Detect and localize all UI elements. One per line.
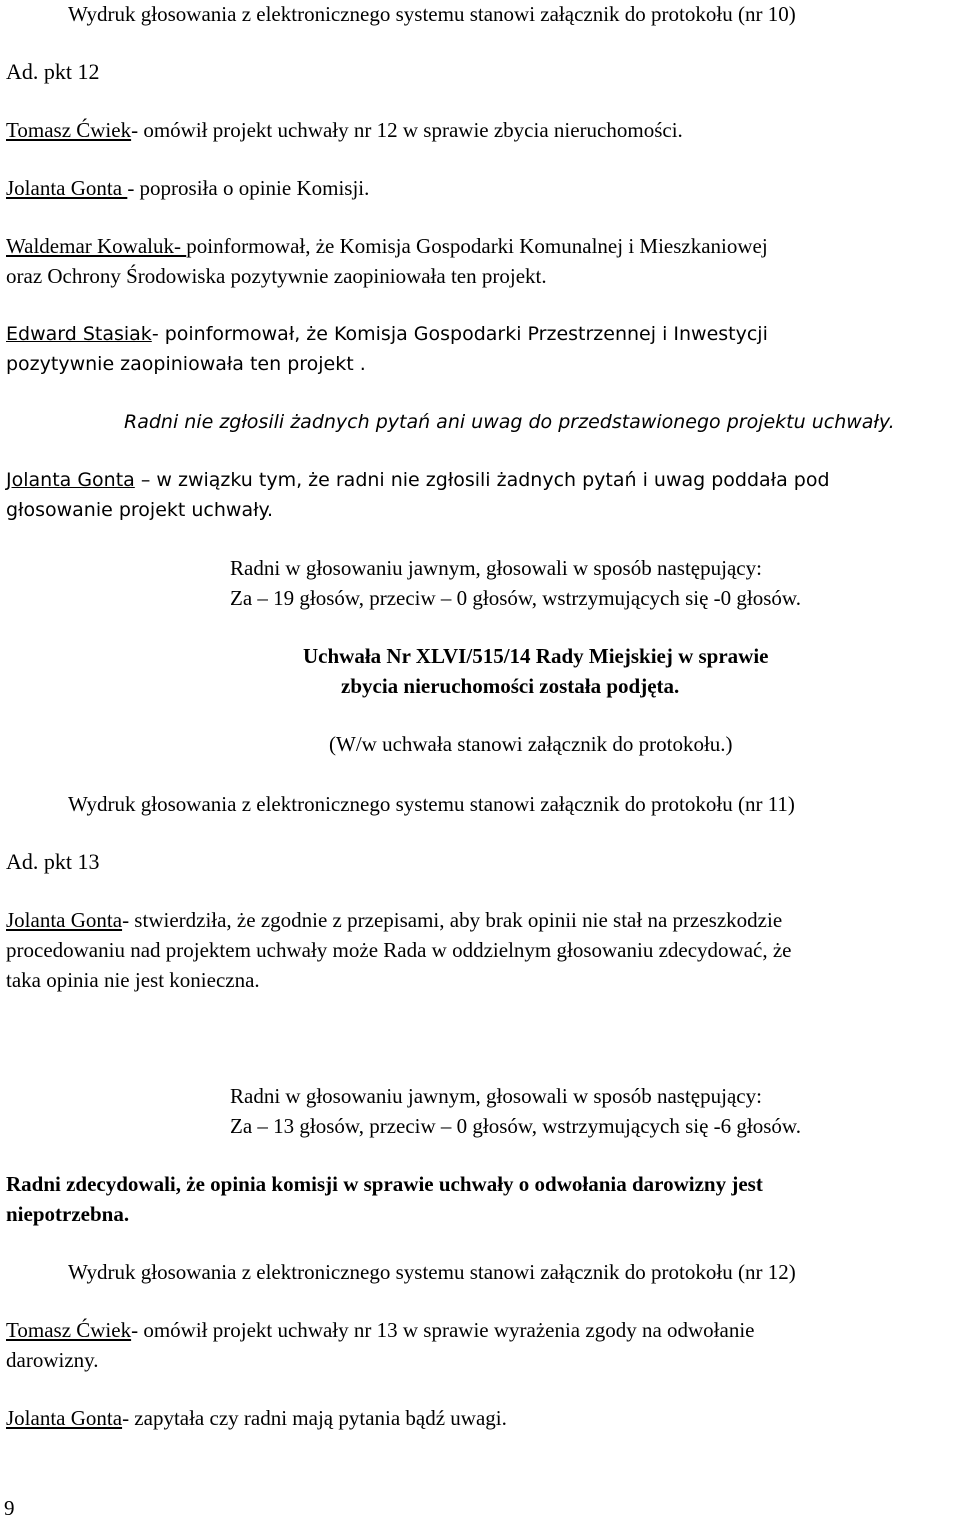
paragraph-gonta-4 xyxy=(6,1406,507,1430)
paragraph-stasiak-line2: pozytywnie zaopiniowała ten projekt . xyxy=(6,353,366,375)
speaker-text: - omówił projekt uchwały nr 13 w sprawie wyrażenia zgody na odwołanie xyxy=(131,1318,755,1342)
vote-intro-12: Radni w głosowaniu jawnym, głosowali w sposób następujący: xyxy=(230,556,762,580)
paragraph-gonta-2-line2: głosowanie projekt uchwały. xyxy=(6,499,274,521)
speaker-text: - zapytała czy radni mają pytania bądź uwagi. xyxy=(122,1406,507,1430)
paragraph-gonta-1 xyxy=(6,176,369,200)
paragraph-cwiek-13-line2: darowizny. xyxy=(6,1348,99,1372)
paragraph-gonta-3-line1 xyxy=(6,908,782,932)
speaker-text: - stwierdziła, że zgodnie z przepisami, aby brak opinii nie stał na przeszkodzie xyxy=(122,908,783,932)
paragraph-kowaluk-line1 xyxy=(6,234,768,258)
speaker-name: Jolanta Gonta xyxy=(6,176,128,200)
vote-intro-13: Radni w głosowaniu jawnym, głosowali w sposób następujący: xyxy=(230,1084,762,1108)
decision-line2: niepotrzebna. xyxy=(6,1202,130,1226)
speaker-text: - omówił projekt uchwały nr 12 w sprawie zbycia nieruchomości. xyxy=(131,118,683,142)
attachment-note: (W/w uchwała stanowi załącznik do protokołu.) xyxy=(329,732,733,756)
speaker-text: - poinformował, że Komisja Gospodarki Przestrzennej i Inwestycji xyxy=(151,323,768,345)
paragraph-gonta-3-line2: procedowaniu nad projektem uchwały może Rada w oddzielnym głosowaniu zdecydować, że xyxy=(6,938,792,962)
page-number: 9 xyxy=(4,1496,15,1520)
speaker-name: Tomasz Ćwiek xyxy=(6,118,132,142)
speaker-text: poinformował, że Komisja Gospodarki Komunalnej i Mieszkaniowej xyxy=(186,234,768,258)
paragraph-cwiek-13-line1 xyxy=(6,1318,755,1342)
speaker-text: – w związku tym, że radni nie zgłosili żadnych pytań i uwag poddała pod xyxy=(134,469,830,491)
paragraph-cwiek-12 xyxy=(6,118,683,142)
vote-result-12: Za – 19 głosów, przeciw – 0 głosów, wstrzymujących się -0 głosów. xyxy=(230,586,801,610)
speaker-text: - poprosiła o opinie Komisji. xyxy=(127,176,370,200)
paragraph-stasiak-line1 xyxy=(6,322,768,346)
agenda-heading-12: Ad. pkt 12 xyxy=(6,59,100,84)
decision-line1: Radni zdecydowali, że opinia komisji w sprawie uchwały o odwołania darowizny jest xyxy=(6,1172,763,1196)
speaker-name: Tomasz Ćwiek xyxy=(6,1318,132,1342)
speaker-name: Waldemar Kowaluk- xyxy=(6,234,187,258)
voting-printout-note-12: Wydruk głosowania z elektronicznego systemu stanowi załącznik do protokołu (nr 12) xyxy=(68,1260,796,1284)
paragraph-gonta-2-line1 xyxy=(6,468,830,492)
resolution-line1: Uchwała Nr XLVI/515/14 Rady Miejskiej w sprawie xyxy=(303,644,769,668)
paragraph-kowaluk-line2: oraz Ochrony Środowiska pozytywnie zaopiniowała ten projekt. xyxy=(6,264,547,288)
paragraph-gonta-3-line3: taka opinia nie jest konieczna. xyxy=(6,968,260,992)
speaker-name: Jolanta Gonta xyxy=(6,908,123,932)
vote-result-13: Za – 13 głosów, przeciw – 0 głosów, wstrzymujących się -6 głosów. xyxy=(230,1114,801,1138)
resolution-line2: zbycia nieruchomości została podjęta. xyxy=(341,674,680,698)
speaker-name: Jolanta Gonta xyxy=(6,1406,123,1430)
voting-printout-note-10: Wydruk głosowania z elektronicznego systemu stanowi załącznik do protokołu (nr 10) xyxy=(68,2,796,26)
speaker-name: Jolanta Gonta xyxy=(6,469,135,491)
agenda-heading-13: Ad. pkt 13 xyxy=(6,849,100,874)
speaker-name: Edward Stasiak xyxy=(6,323,152,345)
voting-printout-note-11: Wydruk głosowania z elektronicznego systemu stanowi załącznik do protokołu (nr 11) xyxy=(68,792,795,816)
no-questions-note: Radni nie zgłosili żadnych pytań ani uwag do przedstawionego projektu uchwały. xyxy=(124,411,895,433)
